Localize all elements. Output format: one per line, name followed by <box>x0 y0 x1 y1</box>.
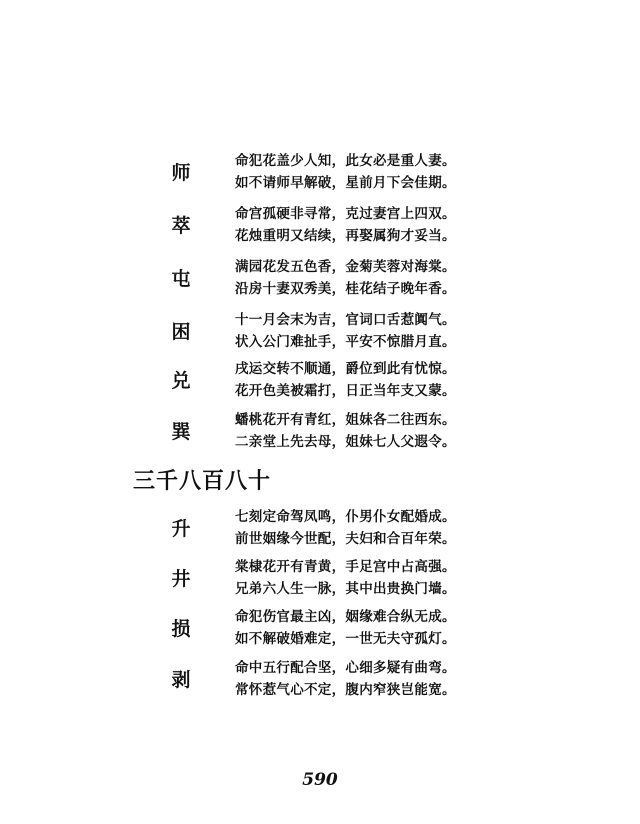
verse <box>235 556 615 600</box>
verse-line: 戌运交转不顺通，爵位到此有忧惊。 <box>235 361 456 377</box>
verse <box>235 358 615 402</box>
verse <box>235 506 615 550</box>
entry <box>0 657 640 705</box>
verse-line: 如不请师早解破，星前月下会佳期。 <box>235 175 456 191</box>
hexagram-name: 萃 <box>171 215 191 237</box>
verse-line: 前世姻缘今世配，夫妇和合百年荣。 <box>235 531 456 547</box>
verse <box>235 150 615 194</box>
entry <box>0 203 640 251</box>
verse-line: 花开色美被霜打，日正当年支又蒙。 <box>235 383 456 399</box>
verse-line: 常怀惹气心不定，腹内窄狭岂能宽。 <box>235 682 456 698</box>
entry <box>0 409 640 457</box>
verse-line: 命犯花盖少人知，此女必是重人妻。 <box>235 153 456 169</box>
entry <box>0 150 640 198</box>
entry <box>0 256 640 304</box>
verse-line: 命犯伤官最主凶，姻缘难合纵无成。 <box>235 609 456 625</box>
verse <box>235 256 615 300</box>
hexagram-name: 困 <box>171 321 191 343</box>
hexagram-name: 剥 <box>171 669 191 691</box>
section-title: 三千八百八十 <box>133 468 272 494</box>
verse-line: 棠棣花开有青黄，手足宫中占高强。 <box>235 559 456 575</box>
entry <box>0 506 640 554</box>
hexagram-name: 师 <box>171 162 191 184</box>
verse-line: 兄弟六人生一脉，其中出贵换门墙。 <box>235 581 456 597</box>
page-number: 590 <box>302 770 338 790</box>
hexagram-name: 井 <box>171 568 191 590</box>
verse-line: 二亲堂上先去母，姐妹七人父遐令。 <box>235 434 456 450</box>
verse-line: 命中五行配合坚，心细多疑有曲弯。 <box>235 660 456 676</box>
verse-line: 状入公门难扯手，平安不惊腊月直。 <box>235 334 456 350</box>
hexagram-name: 屯 <box>171 268 191 290</box>
verse <box>235 409 615 453</box>
verse-line: 如不解破婚难定，一世无夫守孤灯。 <box>235 631 456 647</box>
entry <box>0 606 640 654</box>
hexagram-name: 巽 <box>171 421 191 443</box>
verse <box>235 657 615 701</box>
entry <box>0 556 640 604</box>
entry <box>0 309 640 357</box>
verse <box>235 309 615 353</box>
verse <box>235 606 615 650</box>
verse-line: 十一月会末为吉，官词口舌惹阗气。 <box>235 312 456 328</box>
verse-line: 满园花发五色香，金菊芙蓉对海棠。 <box>235 259 456 275</box>
verse-line: 七刻定命驾凤鸣，仆男仆女配婚成。 <box>235 509 456 525</box>
verse-line: 花烛重明又结续，再娶属狗才妥当。 <box>235 228 456 244</box>
hexagram-name: 升 <box>171 518 191 540</box>
verse-line: 命宫孤硬非寻常，克过妻宫上四双。 <box>235 206 456 222</box>
hexagram-name: 兑 <box>171 370 191 392</box>
hexagram-name: 损 <box>171 618 191 640</box>
verse <box>235 203 615 247</box>
entry <box>0 358 640 406</box>
verse-line: 蟠桃花开有青红，姐妹各二往西东。 <box>235 412 456 428</box>
verse-line: 沿房十妻双秀美，桂花结子晚年香。 <box>235 281 456 297</box>
